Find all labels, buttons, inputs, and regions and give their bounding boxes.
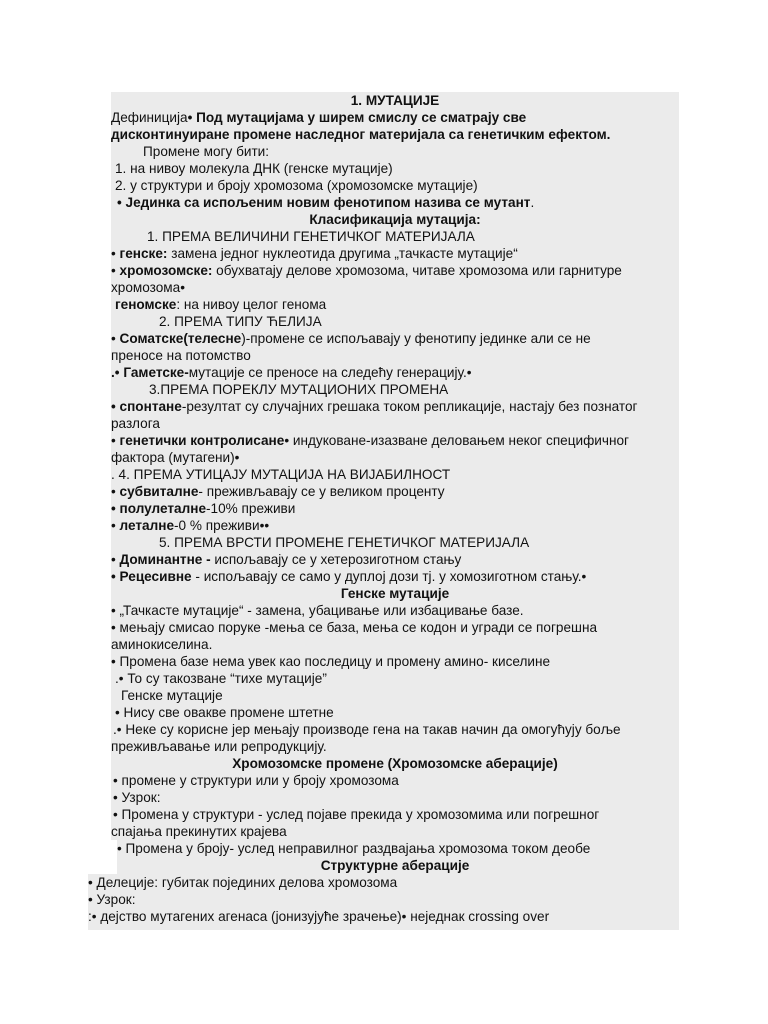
text-run: Генске мутације xyxy=(340,586,450,601)
text-run: леталне xyxy=(119,518,175,533)
text-run: • xyxy=(111,331,120,346)
text-run: Генске мутације xyxy=(121,688,223,703)
text-run: .• Неке су корисне јер мењају производе гена на такав начин да омогућују боље xyxy=(113,722,621,737)
text-line xyxy=(147,228,475,245)
text-run: • Под мутацијама у ширем смислу се сматрају све xyxy=(187,110,527,125)
text-run: • xyxy=(111,484,120,499)
text-run: Соматске(телесне xyxy=(119,331,242,346)
text-run: 1. на нивоу молекула ДНК (генске мутације) xyxy=(115,161,393,176)
text-run: субвиталне xyxy=(119,484,199,499)
text-run: генске: xyxy=(119,246,168,261)
text-line xyxy=(111,568,586,585)
text-line xyxy=(115,296,326,313)
text-run: • Промена базе нема увек као последицу и промену амино- киселине xyxy=(111,654,551,669)
text-run: обухватају делове хромозома, читаве хромозома или гарнитуре xyxy=(212,263,622,278)
text-run: преносе на потомство xyxy=(111,348,251,363)
text-run: • полулеталне xyxy=(111,501,207,516)
text-line xyxy=(88,891,136,908)
text-line xyxy=(111,551,461,568)
text-line xyxy=(111,211,679,228)
text-line xyxy=(111,585,679,602)
text-run: аминокиселина. xyxy=(111,637,213,652)
text-run: замена једног нуклеотида другима „тачкасте мутације“ xyxy=(167,246,518,261)
text-line xyxy=(115,670,327,687)
text-line xyxy=(111,92,679,109)
text-line xyxy=(115,704,334,721)
text-run: • Узрок: xyxy=(113,790,161,805)
text-line xyxy=(113,806,599,823)
text-run: - преживљавају се у великом проценту xyxy=(198,484,445,499)
text-line xyxy=(111,364,472,381)
text-run: • Рецесивне xyxy=(111,569,192,584)
text-line xyxy=(111,738,327,755)
text-run: • xyxy=(111,263,120,278)
text-line xyxy=(111,483,445,500)
text-run: спајања прекинутих крајева xyxy=(111,824,287,839)
text-line xyxy=(111,449,239,466)
text-run: )-промене се испољавају у фенотипу јединке али се не xyxy=(241,331,591,346)
text-line xyxy=(111,602,524,619)
text-run: 1. ПРЕМА ВЕЛИЧИНИ ГЕНЕТИЧКОГ МАТЕРИЈАЛА xyxy=(147,229,475,244)
text-line xyxy=(159,534,529,551)
text-line xyxy=(111,262,622,279)
text-run: 1. МУТАЦИЈЕ xyxy=(350,93,440,108)
text-run: • промене у структури или у броју хромозома xyxy=(113,773,399,788)
text-run: хромозомске: xyxy=(119,263,213,278)
text-run: • xyxy=(111,552,120,567)
text-line xyxy=(111,500,295,517)
text-line xyxy=(115,160,393,177)
text-line xyxy=(88,908,549,925)
text-run: Класификација мутација: xyxy=(309,212,481,227)
text-line xyxy=(149,381,448,398)
text-run: -резултат су случајних грешака током репликације, настају без познатог xyxy=(181,399,638,414)
text-run: • Промена у броју- услед неправилног раздвајања хромозома током деобе xyxy=(117,841,591,856)
text-run: • Нису све овакве промене штетне xyxy=(115,705,334,720)
text-run: • Јединка са испољеним новим фенотипом назива се мутант xyxy=(117,195,531,210)
text-run: • спонтане xyxy=(111,399,182,414)
text-run: фактора (мутагени)• xyxy=(111,450,240,465)
text-run: • xyxy=(111,246,120,261)
text-run: : на нивоу целог генома xyxy=(176,297,327,312)
text-run: 2. у структури и броју хромозома (хромозомске мутације) xyxy=(115,178,478,193)
text-run: Промене могу бити: xyxy=(143,144,270,159)
text-run: • xyxy=(111,518,120,533)
text-line xyxy=(111,398,637,415)
text-line xyxy=(111,415,160,432)
text-line xyxy=(111,330,591,347)
text-run: • xyxy=(111,433,120,448)
text-run: дисконтинуиране промене наследног материјала са генетичким ефектом. xyxy=(111,127,611,142)
text-line xyxy=(111,279,185,296)
text-line xyxy=(117,194,534,211)
text-line xyxy=(111,347,251,364)
text-line xyxy=(111,109,526,126)
text-run: генетички контролисане xyxy=(119,433,285,448)
text-line xyxy=(111,755,679,772)
text-line xyxy=(111,653,550,670)
text-line xyxy=(115,177,478,194)
text-run: хромозома• xyxy=(111,280,185,295)
text-run: мутације се преносе на следећу генерацију.• xyxy=(188,365,472,380)
text-run: . xyxy=(530,195,535,210)
text-run: :• дејство мутагених агенаса (јонизујуће зрачење)• неједнак crossing over xyxy=(88,909,550,924)
text-run: Хромозомске промене (Хромозомске аберације) xyxy=(232,756,558,771)
text-run: . 4. ПРЕМА УТИЦАЈУ МУТАЦИЈА НА ВИЈАБИЛНОСТ xyxy=(111,467,451,482)
text-line xyxy=(143,143,269,160)
text-line xyxy=(117,840,590,857)
text-run: .• Гаметске- xyxy=(111,365,189,380)
text-run: Доминантне - xyxy=(119,552,211,567)
text-run: • Промена у структури - услед појаве прекида у хромозомима или погрешног xyxy=(113,807,600,822)
text-line xyxy=(111,432,629,449)
text-run: преживљавање или репродукцију. xyxy=(111,739,327,754)
text-run: 3.ПРЕМА ПОРЕКЛУ МУТАЦИОНИХ ПРОМЕНА xyxy=(149,382,449,397)
text-run: • „Тачкасте мутације“ - замена, убацивање или избацивање базе. xyxy=(111,603,524,618)
text-run: • индуковане-изазване деловањем неког специфичног xyxy=(284,433,630,448)
text-run: • Делеције: губитак појединих делова хромозома xyxy=(88,875,398,890)
text-line xyxy=(111,245,518,262)
text-run: 2. ПРЕМА ТИПУ ЋЕЛИЈА xyxy=(159,314,322,329)
text-line xyxy=(111,466,450,483)
text-run: Структурне аберације xyxy=(320,858,470,873)
text-line xyxy=(121,687,223,704)
text-run: Дефиниција xyxy=(111,110,188,125)
text-run: - испољавају се само у дуплој дози тј. у хомозиготном стању.• xyxy=(191,569,587,584)
text-line xyxy=(111,126,610,143)
text-line xyxy=(113,772,399,789)
text-line xyxy=(111,636,212,653)
text-line xyxy=(111,857,679,874)
text-run: • мењају смисао поруке -мења се база, мења се кодон и угради се погрешна xyxy=(111,620,598,635)
text-run: -10% преживи xyxy=(206,501,296,516)
text-line xyxy=(88,874,397,891)
text-line xyxy=(111,517,269,534)
text-line xyxy=(111,823,287,840)
text-line xyxy=(111,619,597,636)
text-run: 5. ПРЕМА ВРСТИ ПРОМЕНЕ ГЕНЕТИЧКОГ МАТЕРИЈАЛА xyxy=(159,535,530,550)
text-run: геномске xyxy=(115,297,177,312)
text-run: .• То су такозване “тихе мутације” xyxy=(115,671,327,686)
text-line xyxy=(113,721,621,738)
text-run: -0 % преживи•• xyxy=(174,518,270,533)
text-run: разлога xyxy=(111,416,160,431)
text-run: испољавају се у хетерозиготном стању xyxy=(210,552,462,567)
text-line xyxy=(113,789,161,806)
text-line xyxy=(159,313,322,330)
text-run: • Узрок: xyxy=(88,892,136,907)
